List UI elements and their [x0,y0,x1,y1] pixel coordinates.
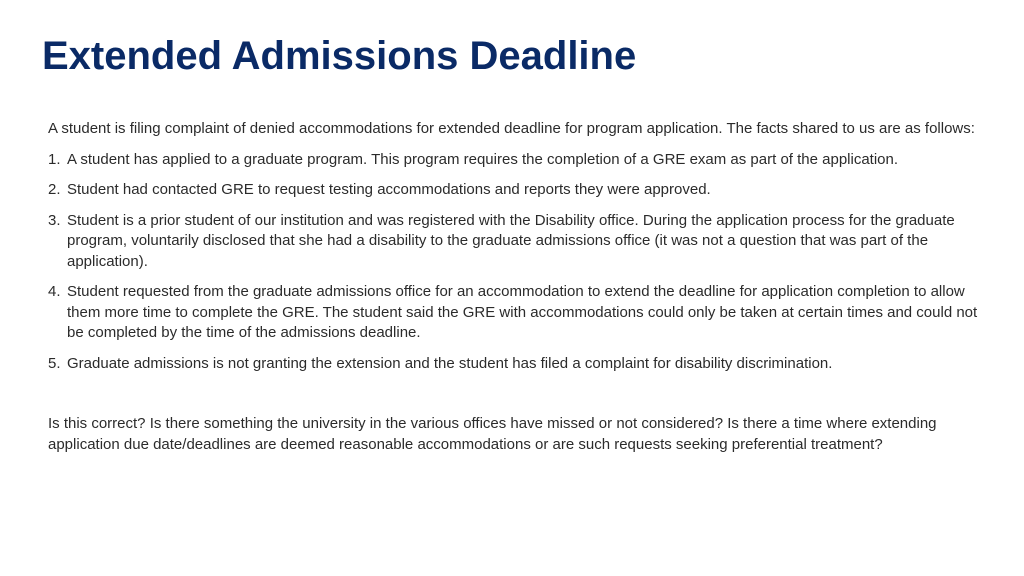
fact-number: 2. [48,181,61,198]
fact-text: Student had contacted GRE to request testing accommodations and reports they were approved. [67,181,711,198]
slide-title: Extended Admissions Deadline [42,34,637,78]
fact-text: Graduate admissions is not granting the extension and the student has filed a complaint for disability discrimination. [67,354,833,372]
fact-item [48,282,983,344]
intro-paragraph: A student is filing complaint of denied accommodations for extended deadline for program application. The facts shared to us are as follows: [48,120,975,137]
fact-item [48,211,983,273]
fact-item [48,354,983,375]
fact-item [48,180,983,201]
fact-number: 4. [48,283,61,300]
fact-item [48,150,983,171]
fact-number: 5. [48,354,61,372]
fact-text: Student requested from the graduate admissions office for an accommodation to extend the deadline for application completion to allow them more time to complete the GRE. The student said the GRE with accommodations could only be taken at certain times and could not be completed by the time of the admissions deadline. [67,283,978,341]
fact-text: Student is a prior student of our institution and was registered with the Disability office. During the application process for the graduate program, voluntarily disclosed that she had a disability to the graduate admissions office (it was not a question that was part of the application). [67,211,955,270]
facts-list [48,150,983,375]
fact-number: 1. [48,150,61,168]
fact-number: 3. [48,211,61,229]
question-paragraph: Is this correct? Is there something the university in the various offices have missed or not considered? Is there a time where extending application due date/deadlines are deemed reasonable accommodations or are such requests seeking preferential treatment? [48,415,937,453]
slide-body [48,119,983,455]
fact-text: A student has applied to a graduate program. This program requires the completion of a GRE exam as part of the application. [67,150,899,168]
